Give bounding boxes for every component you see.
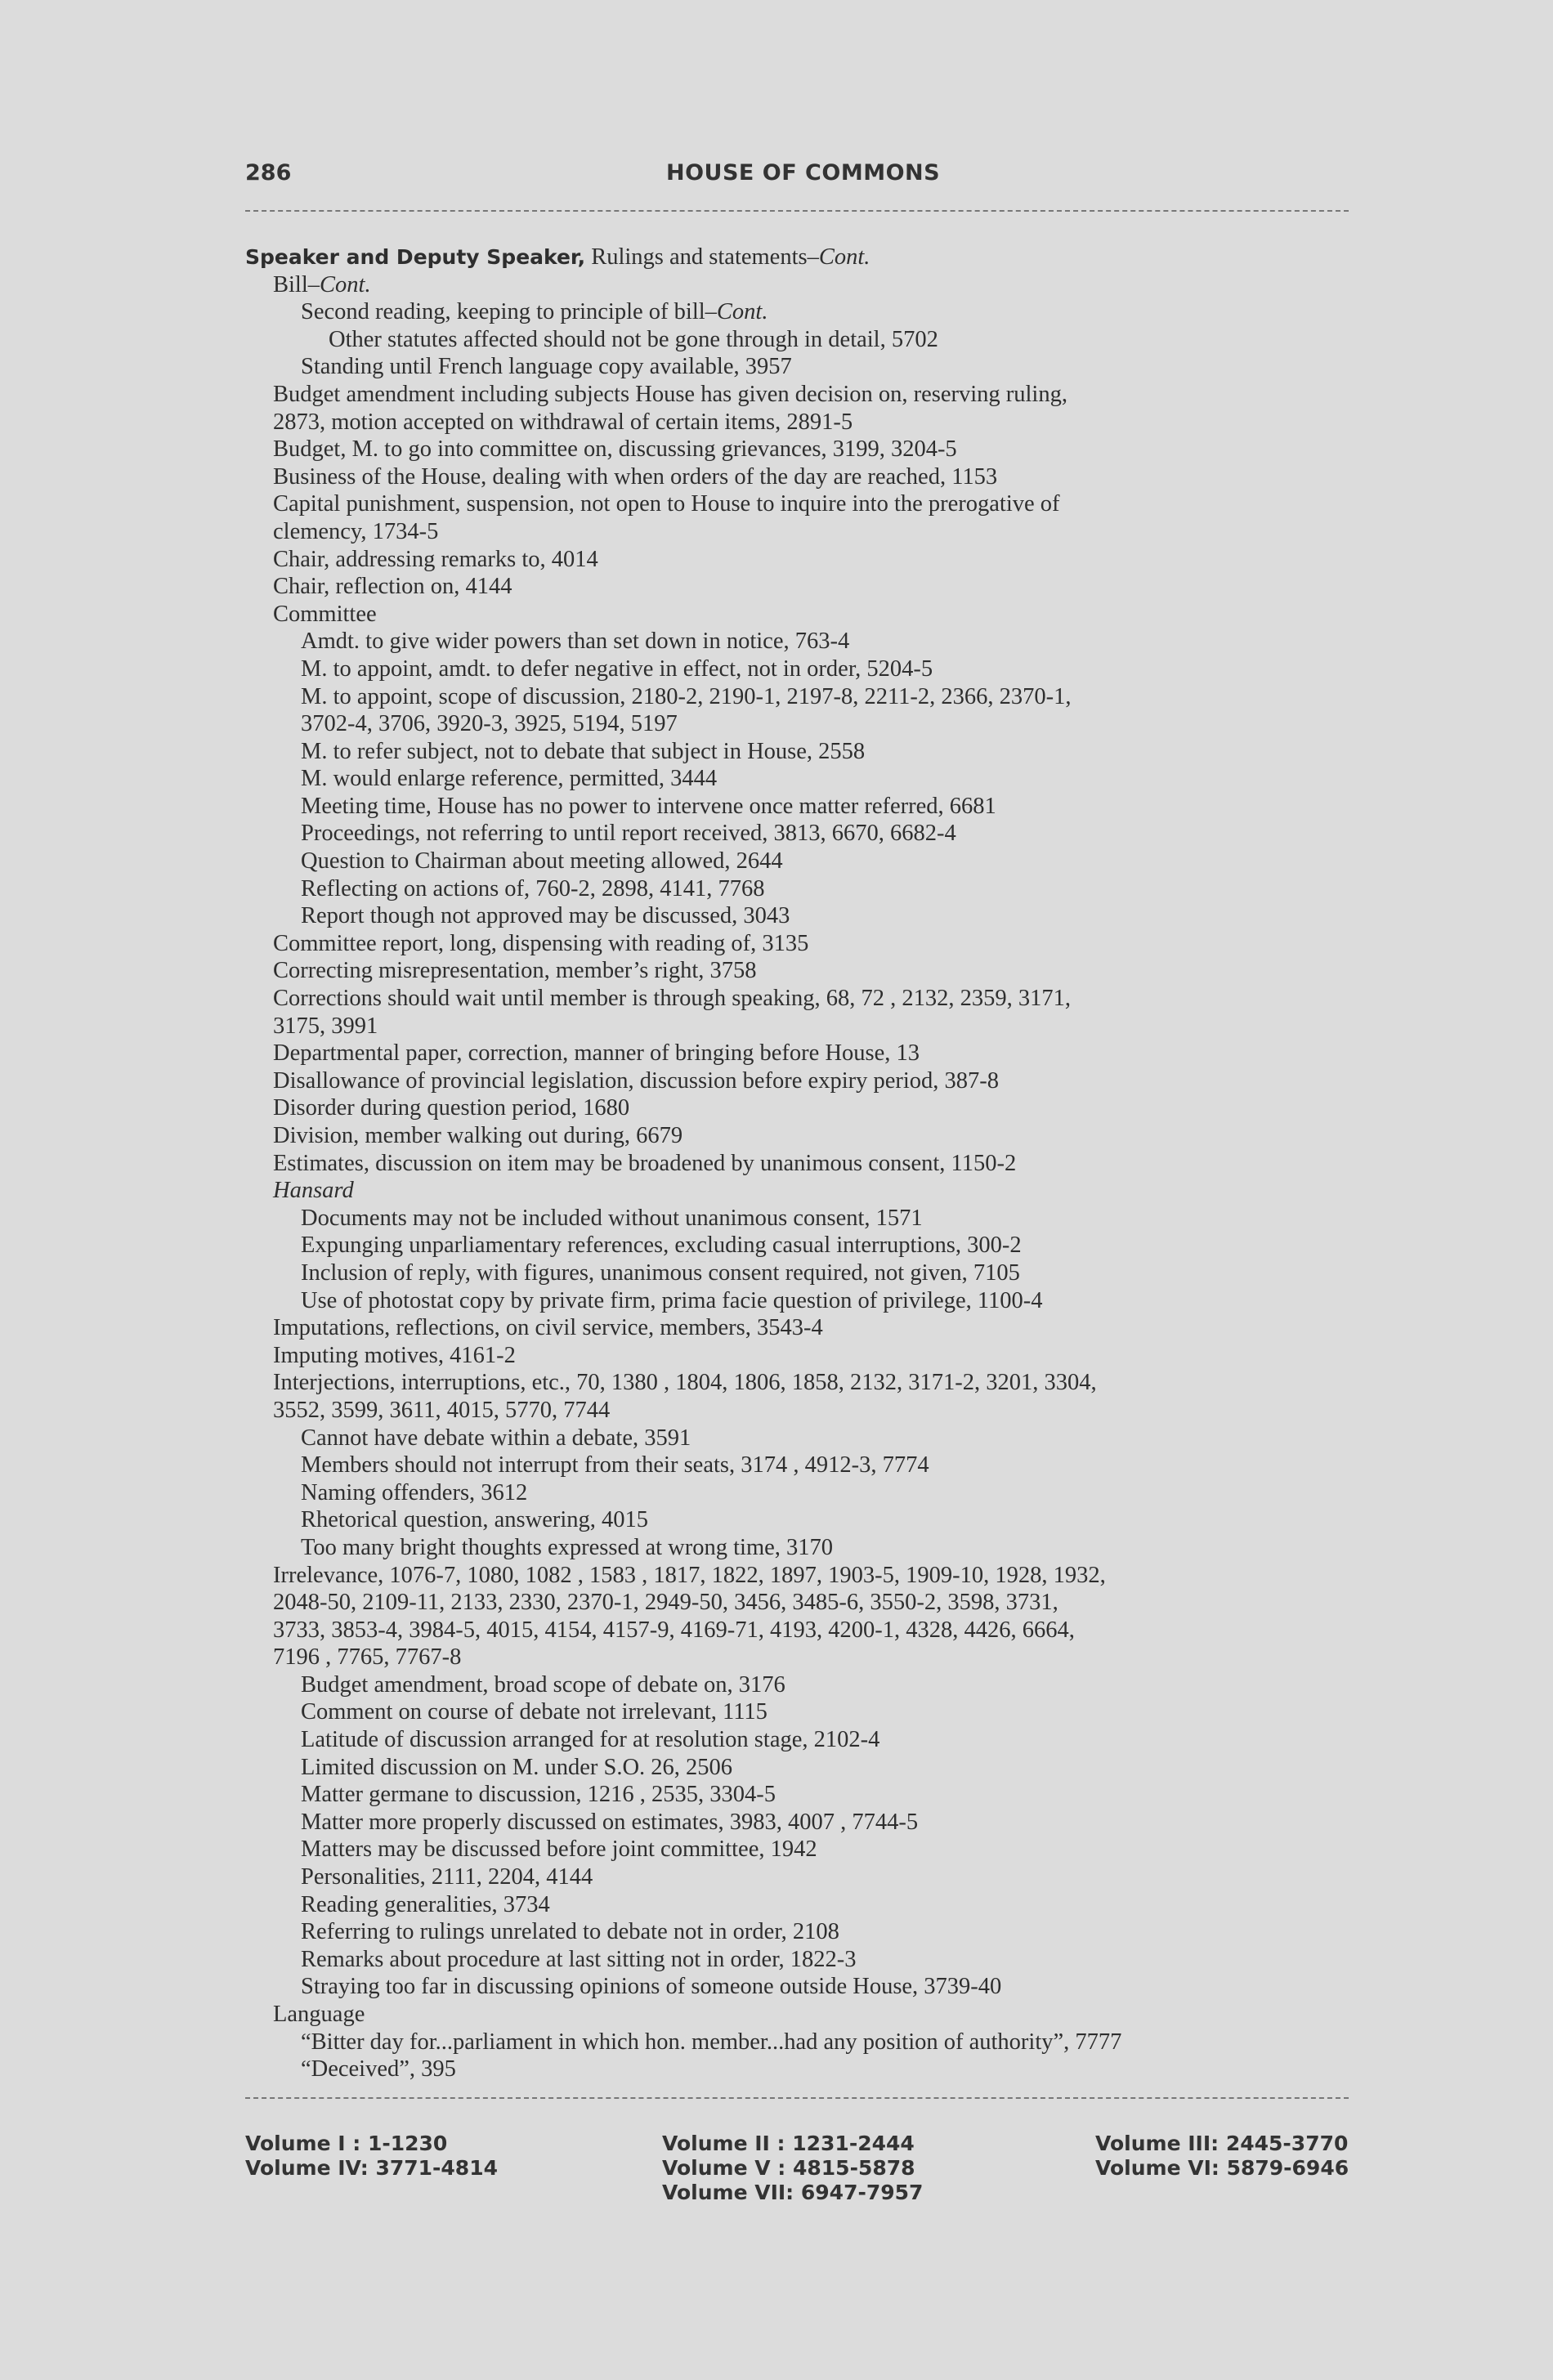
index-entry [245,1506,1365,1534]
index-entry [245,518,1365,546]
entry-text: Question to Chairman about meeting allowed, 2644 [301,848,783,875]
entry-text: Cannot have debate within a debate, 3591 [301,1425,691,1451]
index-entry [245,1973,1365,2001]
entry-text: Too many bright thoughts expressed at wrong time, 3170 [301,1534,834,1560]
entry-text: M. to appoint, amdt. to defer negative in effect, not in order, 5204-5 [301,655,933,682]
volume-footer [245,2132,1357,2221]
entry-text: Naming offenders, 3612 [301,1479,528,1505]
entry-text: Division, member walking out during, 6679 [273,1123,683,1148]
page-number: 286 [245,160,292,186]
index-entry [245,326,1365,354]
index-entry [245,930,1365,958]
volume-column-2 [662,2132,923,2205]
entry-text: Budget, M. to go into committee on, discussing grievances, 3199, 3204-5 [273,436,957,463]
index-entry [245,1013,1365,1040]
index-entry [245,1644,1365,1671]
volume-range: Volume V : 4815-5878 [662,2156,915,2180]
index-entry [245,490,1365,518]
index-entry [245,1479,1365,1507]
entry-text: Meeting time, House has no power to intervene once matter referred, 6681 [301,793,996,819]
entry-text: Report though not approved may be discussed, 3043 [301,903,790,929]
index-entry [245,1946,1365,1974]
index-entry [245,1534,1365,1562]
entry-text: Use of photostat copy by private firm, prima facie question of privilege, 1100-4 [301,1287,1043,1313]
entry-text: Straying too far in discussing opinions of someone outside House, 3739-40 [301,1974,1002,2000]
index-entry [245,738,1365,766]
entry-text: Committee [273,601,377,627]
top-divider [245,210,1349,212]
entry-text: clemency, 1734-5 [273,518,439,544]
volume-range: Volume II : 1231-2444 [662,2132,915,2155]
index-entry [245,2001,1365,2029]
volume-range: Volume VI: 5879-6946 [1095,2156,1349,2180]
volume-column-1 [245,2132,498,2181]
index-entry [245,1754,1365,1782]
entry-text: M. would enlarge reference, permitted, 3444 [301,766,718,792]
index-entry [245,1067,1365,1095]
index-entry [245,1617,1365,1644]
entry-text: Corrections should wait until member is through speaking, 68, 72 , 2132, 2359, 3171, [273,986,1072,1012]
index-entry [245,1836,1365,1863]
entry-text: Referring to rulings unrelated to debate not in order, 2108 [301,1919,839,1945]
entry-text: Rhetorical question, answering, 4015 [301,1507,649,1533]
index-entry [245,1259,1365,1287]
index-entry [245,353,1365,381]
index-entry [245,848,1365,875]
index-entry [245,710,1365,738]
index-entry [245,655,1365,683]
index-entry [245,1205,1365,1232]
index-entry [245,628,1365,655]
index-entry [245,1698,1365,1726]
entry-text: Imputing motives, 4161-2 [273,1342,516,1368]
index-entry [245,409,1365,436]
index-entry [245,573,1365,601]
entry-text: Rulings and statements– [585,244,819,270]
entry-text: Reflecting on actions of, 760-2, 2898, 4141, 7768 [301,875,765,901]
index-entry [245,1863,1365,1891]
entry-text: Interjections, interruptions, etc., 70, 1380 , 1804, 1806, 1858, 2132, 3171-2, 3201, 3304, [273,1370,1097,1396]
index-entry [245,1232,1365,1259]
index-entry [245,957,1365,985]
index-entry [245,1891,1365,1919]
entry-text: Other statutes affected should not be gone through in detail, 5702 [329,326,938,352]
entry-text: Chair, reflection on, 4144 [273,574,512,600]
entry-text: Proceedings, not referring to until report received, 3813, 6670, 6682-4 [301,821,956,847]
index-entry [245,902,1365,930]
index-entry [245,436,1365,463]
running-title: HOUSE OF COMMONS [666,160,941,186]
entry-text: 2048-50, 2109-11, 2133, 2330, 2370-1, 2949-50, 3456, 3485-6, 3550-2, 3598, 3731, [273,1590,1058,1616]
volume-range: Volume I : 1-1230 [245,2132,448,2155]
index-entry [245,1150,1365,1178]
entry-italic-heading: Hansard [273,1178,354,1204]
entry-text: Bill– [273,271,320,298]
entry-text: Departmental paper, correction, manner of bringing before House, 13 [273,1040,920,1067]
entry-italic: Cont. [818,244,870,270]
entry-text: Budget amendment including subjects House has given decision on, reserving ruling, [273,381,1067,407]
index-entry [245,1094,1365,1122]
entry-text: “Deceived”, 395 [301,2056,456,2082]
entry-heading: Speaker and Deputy Speaker, [245,245,586,269]
index-entry [245,1040,1365,1067]
entry-text: Chair, addressing remarks to, 4014 [273,546,598,572]
index-entry [245,1369,1365,1397]
index-entry [245,1918,1365,1946]
index-entry [245,1314,1365,1342]
index-entry [245,2029,1365,2056]
entry-text: Matter germane to discussion, 1216 , 2535, 3304-5 [301,1782,776,1808]
entry-text: Matters may be discussed before joint committee, 1942 [301,1836,817,1863]
index-entry [245,1397,1365,1425]
index-entry [245,2056,1365,2083]
entry-text: Reading generalities, 3734 [301,1891,550,1917]
volume-column-3 [1095,2132,1349,2181]
index-entry [245,1809,1365,1836]
index-entry [245,1287,1365,1315]
entry-text: 3552, 3599, 3611, 4015, 5770, 7744 [273,1397,611,1423]
volume-range: Volume III: 2445-3770 [1095,2132,1349,2155]
entry-text: Personalities, 2111, 2204, 4144 [301,1864,593,1890]
index-entry [245,820,1365,848]
entry-italic: Cont. [320,271,371,298]
entry-text: Disallowance of provincial legislation, discussion before expiry period, 387-8 [273,1067,1000,1094]
index-entry [245,1177,1365,1205]
entry-text: Capital punishment, suspension, not open to House to inquire into the prerogative of [273,491,1060,517]
index-entry [245,1726,1365,1754]
index-entry [245,1671,1365,1699]
index-entry [245,765,1365,793]
index-entry [245,298,1365,326]
entry-text: Limited discussion on M. under S.O. 26, 2506 [301,1754,733,1780]
entry-text: Business of the House, dealing with when orders of the day are reached, 1153 [273,463,998,490]
index-entry [245,1562,1365,1590]
entry-text: 3733, 3853-4, 3984-5, 4015, 4154, 4157-9, 4169-71, 4193, 4200-1, 4328, 4426, 6664, [273,1617,1075,1643]
index-entry [245,381,1365,409]
entry-text: Expunging unparliamentary references, excluding casual interruptions, 300-2 [301,1232,1022,1259]
index-entry [245,271,1365,299]
entry-italic: Cont. [716,299,768,325]
entry-text: 3175, 3991 [273,1013,378,1039]
index-entry [245,244,1365,271]
index-entry [245,1425,1365,1452]
index-entry [245,463,1365,491]
volume-range: Volume IV: 3771-4814 [245,2156,498,2180]
entry-text: M. to appoint, scope of discussion, 2180-2, 2190-1, 2197-8, 2211-2, 2366, 2370-1, [301,683,1072,709]
volume-range: Volume VII: 6947-7957 [662,2181,924,2204]
entry-text: Standing until French language copy available, 3957 [301,354,792,380]
entry-text: M. to refer subject, not to debate that subject in House, 2558 [301,738,866,764]
index-entry [245,546,1365,574]
page-header [245,160,1349,193]
index-entry [245,601,1365,629]
entry-text: Latitude of discussion arranged for at resolution stage, 2102-4 [301,1727,880,1753]
index-entry [245,985,1365,1013]
entry-text: 2873, motion accepted on withdrawal of certain items, 2891-5 [273,409,853,435]
entry-text: Irrelevance, 1076-7, 1080, 1082 , 1583 , 1817, 1822, 1897, 1903-5, 1909-10, 1928, 1932, [273,1562,1106,1588]
entry-text: Language [273,2002,365,2027]
entry-text: Estimates, discussion on item may be broadened by unanimous consent, 1150-2 [273,1150,1017,1176]
entry-text: Correcting misrepresentation, member’s right, 3758 [273,958,757,984]
entry-text: Amdt. to give wider powers than set down in notice, 763-4 [301,629,850,655]
index-entry [245,1589,1365,1617]
entry-text: Imputations, reflections, on civil service, members, 3543-4 [273,1315,823,1341]
entry-text: 7196 , 7765, 7767-8 [273,1644,462,1671]
entry-text: Members should not interrupt from their seats, 3174 , 4912-3, 7774 [301,1452,929,1479]
index-entry [245,1342,1365,1370]
index-entry [245,793,1365,821]
entry-text: Budget amendment, broad scope of debate on, 3176 [301,1671,785,1698]
entry-text: Second reading, keeping to principle of bill– [301,299,717,325]
entry-text: Remarks about procedure at last sitting not in order, 1822-3 [301,1946,857,1972]
entry-text: Matter more properly discussed on estimates, 3983, 4007 , 7744-5 [301,1809,919,1835]
index-entry [245,1122,1365,1150]
entry-text: Documents may not be included without unanimous consent, 1571 [301,1205,923,1231]
entry-text: Committee report, long, dispensing with reading of, 3135 [273,930,809,956]
entry-text: Inclusion of reply, with figures, unanimous consent required, not given, 7105 [301,1259,1020,1286]
entry-text: Disorder during question period, 1680 [273,1095,630,1121]
bottom-divider [245,2097,1349,2099]
entry-text: Comment on course of debate not irrelevant, 1115 [301,1699,768,1725]
entry-text: “Bitter day for...parliament in which hon. member...had any position of authority”, 7777 [301,2029,1122,2055]
index-body [245,244,1365,2083]
index-entry [245,1781,1365,1809]
index-entry [245,683,1365,711]
index-entry [245,875,1365,903]
entry-text: 3702-4, 3706, 3920-3, 3925, 5194, 5197 [301,711,678,737]
index-entry [245,1452,1365,1479]
